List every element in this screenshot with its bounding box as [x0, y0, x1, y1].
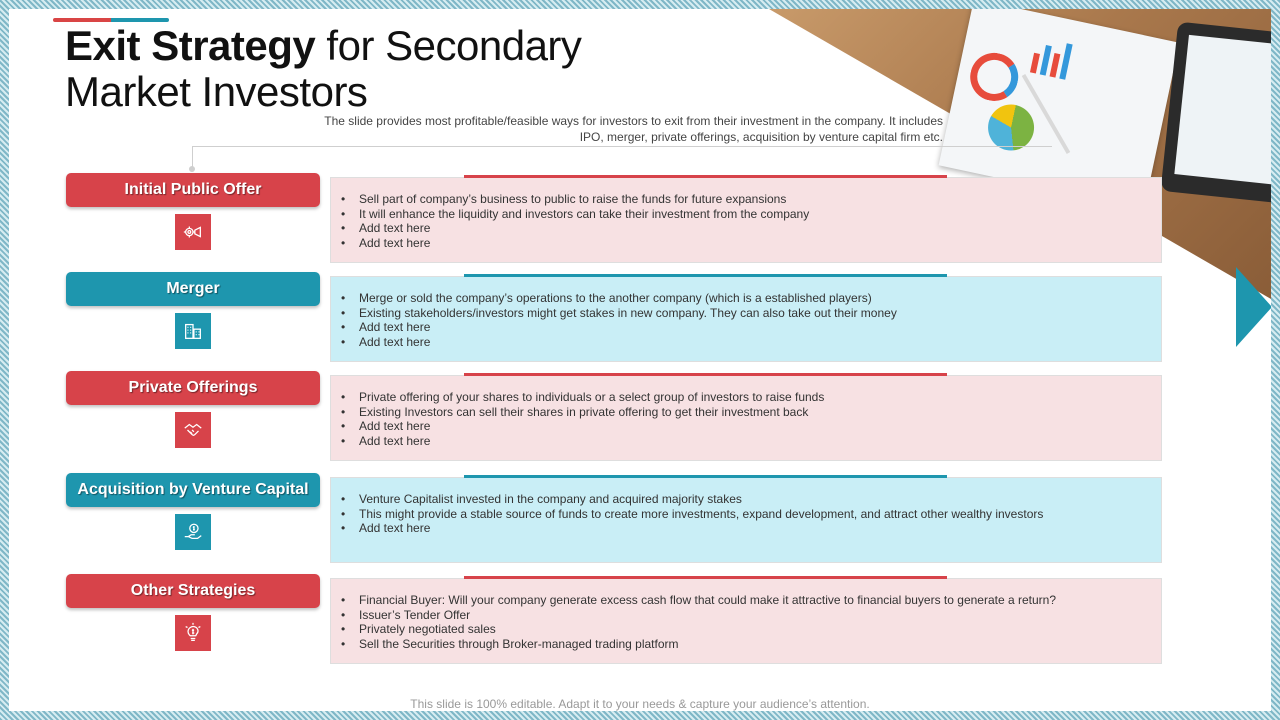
- content-top-line: [464, 274, 947, 277]
- handshake-icon: [175, 412, 211, 448]
- laptop-screen: [1174, 35, 1271, 187]
- bullet-list: [341, 492, 1151, 536]
- strategy-content: [330, 177, 1162, 263]
- title-bold: Exit Strategy: [65, 22, 316, 69]
- strategy-content: [330, 276, 1162, 362]
- bullet-item: • Sell part of company’s business to public to raise the funds for future expansions: [341, 192, 1151, 207]
- subtitle: The slide provides most profitable/feasible ways for investors to exit from their investment in the company. It includes IPO, merger, private offerings, acquisition by venture capital firm etc.: [324, 114, 943, 144]
- dollar-hand-icon: [175, 514, 211, 550]
- connector-dot: [189, 166, 195, 172]
- page-title: [65, 23, 725, 115]
- bullet-item: • Privately negotiated sales: [341, 622, 1151, 637]
- strategy-content: [330, 477, 1162, 563]
- bullet-item: • Financial Buyer: Will your company generate excess cash flow that could make it attractive to financial buyers to generate a return?: [341, 593, 1151, 608]
- strategy-row-venture-capital: [9, 473, 1271, 573]
- strategy-row-other: [9, 574, 1271, 674]
- bar-graphic: [1030, 53, 1040, 74]
- bullet-item: • Existing stakeholders/investors might get stakes in new company. They can also take out their money: [341, 306, 1151, 321]
- content-top-line: [464, 373, 947, 376]
- bullet-item: • Issuer’s Tender Offer: [341, 608, 1151, 623]
- strategy-row-private-offerings: [9, 371, 1271, 471]
- bullet-item: • Add text here: [341, 236, 1151, 251]
- bullet-item: • Sell the Securities through Broker-managed trading platform: [341, 637, 1151, 652]
- bullet-item: • Add text here: [341, 221, 1151, 236]
- bullet-list: [341, 192, 1151, 250]
- slide: [9, 9, 1271, 711]
- donut-chart-graphic: [966, 48, 1023, 105]
- lightbulb-dollar-icon: [175, 615, 211, 651]
- bullet-item: • Merge or sold the company’s operations to the another company (which is a established players): [341, 291, 1151, 306]
- gear-megaphone-icon: [175, 214, 211, 250]
- strategy-label: Acquisition by Venture Capital: [66, 473, 320, 507]
- bullet-item: • Existing Investors can sell their shares in private offering to get their investment back: [341, 405, 1151, 420]
- bar-graphic: [1059, 43, 1072, 79]
- connector-line: [192, 146, 1052, 147]
- strategy-content: [330, 578, 1162, 664]
- strategy-label: Merger: [66, 272, 320, 306]
- bullet-item: • Add text here: [341, 434, 1151, 449]
- strategy-label: Other Strategies: [66, 574, 320, 608]
- title-line2: Market Investors: [65, 68, 368, 115]
- bullet-item: • Add text here: [341, 419, 1151, 434]
- bullet-item: • Private offering of your shares to individuals or a select group of investors to raise funds: [341, 390, 1151, 405]
- strategy-label: Initial Public Offer: [66, 173, 320, 207]
- content-top-line: [464, 576, 947, 579]
- bullet-item: • This might provide a stable source of funds to create more investments, expand development, and attract other wealthy investors: [341, 507, 1151, 522]
- strategy-row-merger: [9, 272, 1271, 372]
- bullet-item: • Add text here: [341, 521, 1151, 536]
- content-top-line: [464, 175, 947, 178]
- bullet-item: • Add text here: [341, 335, 1151, 350]
- footer-note: This slide is 100% editable. Adapt it to your needs & capture your audience’s attention.: [410, 697, 870, 711]
- strategy-label: Private Offerings: [66, 371, 320, 405]
- content-top-line: [464, 475, 947, 478]
- bullet-list: [341, 291, 1151, 349]
- title-rest: for Secondary: [315, 22, 582, 69]
- bullet-list: [341, 593, 1151, 651]
- bar-graphic: [1050, 53, 1061, 78]
- bullet-item: • Add text here: [341, 320, 1151, 335]
- bullet-item: • Venture Capitalist invested in the company and acquired majority stakes: [341, 492, 1151, 507]
- bullet-list: [341, 390, 1151, 448]
- buildings-icon: [175, 313, 211, 349]
- bullet-item: • It will enhance the liquidity and investors can take their investment from the company: [341, 207, 1151, 222]
- strategy-content: [330, 375, 1162, 461]
- strategy-row-ipo: [9, 173, 1271, 273]
